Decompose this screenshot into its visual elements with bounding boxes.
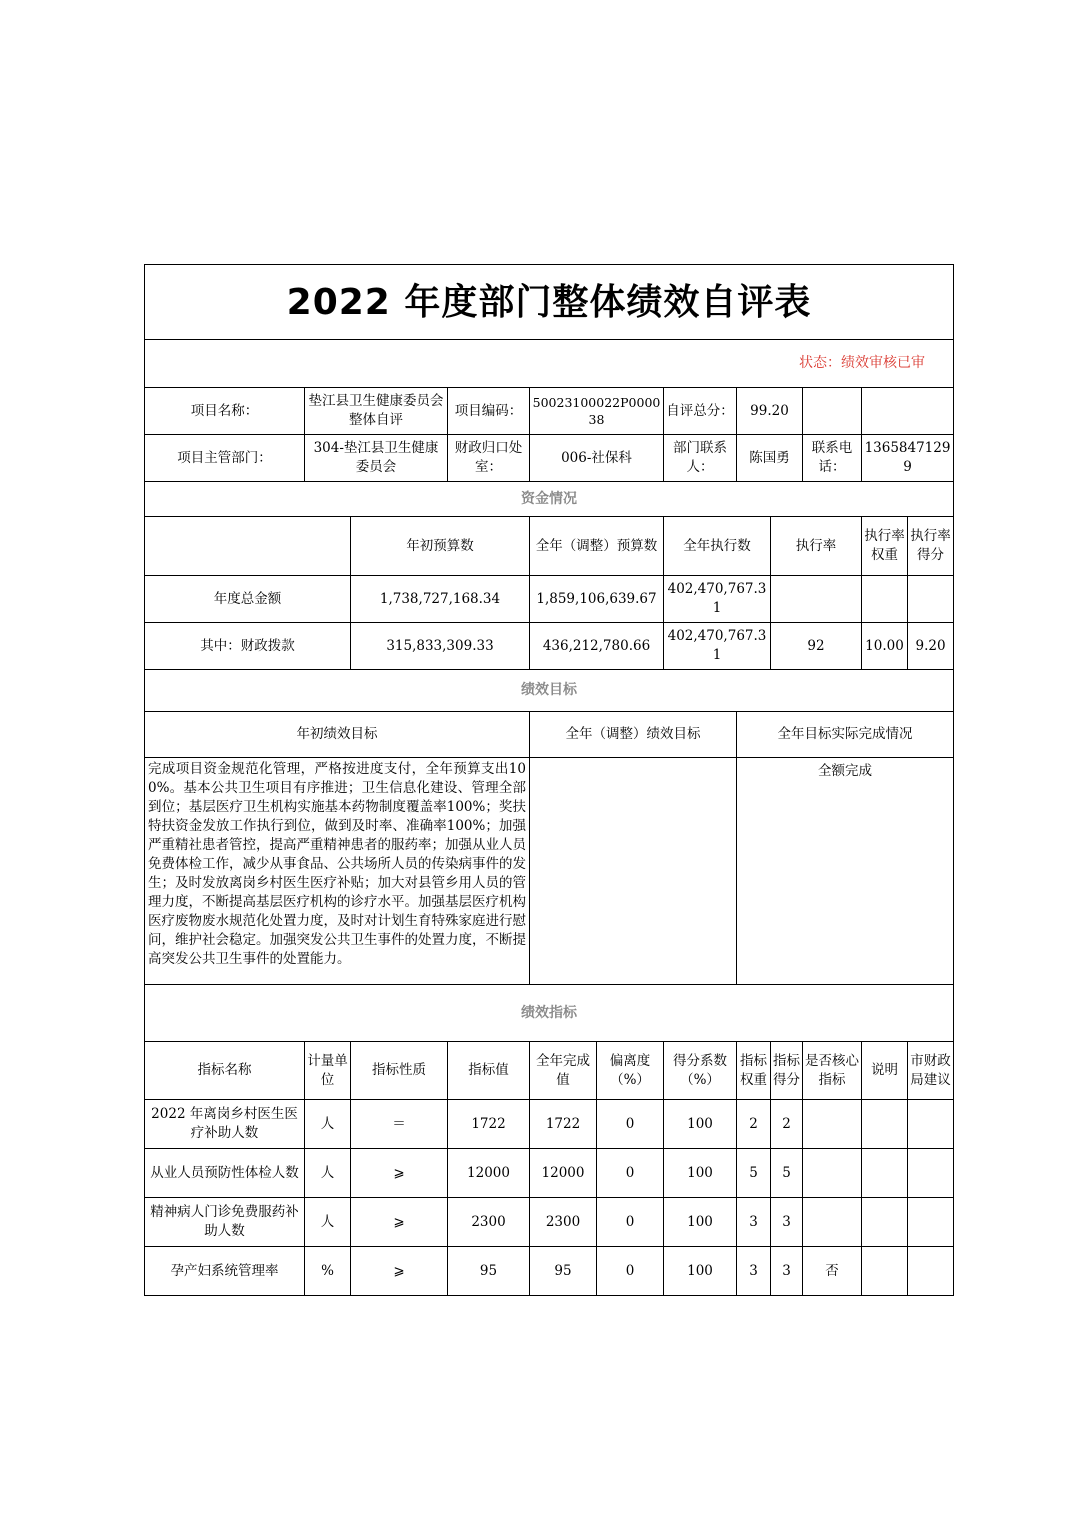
evaluation-table xyxy=(144,264,954,1296)
funds-row-label: 年度总金额 xyxy=(145,576,351,623)
indicator-score: 3 xyxy=(771,1198,803,1247)
indicator-name: 从业人员预防性体检人数 xyxy=(145,1149,305,1198)
blank-cell xyxy=(145,517,351,576)
funds-weight xyxy=(862,576,908,623)
funds-initial: 1,738,727,168.34 xyxy=(351,576,530,623)
funds-adjusted: 1,859,106,639.67 xyxy=(530,576,664,623)
funds-header-executed: 全年执行数 xyxy=(664,517,771,576)
indicator-actual: 1722 xyxy=(530,1100,597,1149)
indicator-actual: 2300 xyxy=(530,1198,597,1247)
funds-score: 9.20 xyxy=(908,623,954,670)
page-title: 2022 年度部门整体绩效自评表 xyxy=(145,265,954,340)
project-name-value: 垫江县卫生健康委员会整体自评 xyxy=(305,388,448,435)
funds-header-initial: 年初预算数 xyxy=(351,517,530,576)
indicator-target: 12000 xyxy=(448,1149,530,1198)
funds-header-score: 执行率得分 xyxy=(908,517,954,576)
indicator-advice xyxy=(908,1149,954,1198)
funds-row-label: 其中：财政拨款 xyxy=(145,623,351,670)
funds-section-title: 资金情况 xyxy=(145,482,954,517)
funds-initial: 315,833,309.33 xyxy=(351,623,530,670)
funds-header-row xyxy=(145,517,954,576)
performance-form xyxy=(144,264,953,1296)
info-row-2 xyxy=(145,435,954,482)
table-row xyxy=(145,1247,954,1296)
indicator-name: 精神病人门诊免费服药补助人数 xyxy=(145,1198,305,1247)
indicator-note xyxy=(862,1247,908,1296)
indicator-name: 2022 年离岗乡村医生医疗补助人数 xyxy=(145,1100,305,1149)
indicator-advice xyxy=(908,1198,954,1247)
indicator-unit: % xyxy=(305,1247,351,1296)
indicator-core xyxy=(803,1100,862,1149)
project-code-label: 项目编码： xyxy=(448,388,530,435)
goals-header-adjusted: 全年（调整）绩效目标 xyxy=(530,712,737,758)
header-actual: 全年完成值 xyxy=(530,1042,597,1100)
indicator-nature: ⩾ xyxy=(351,1247,448,1296)
funds-section-row xyxy=(145,482,954,517)
indicator-core: 否 xyxy=(803,1247,862,1296)
funds-rate: 92 xyxy=(771,623,862,670)
header-score: 指标得分 xyxy=(771,1042,803,1100)
funds-header-rate: 执行率 xyxy=(771,517,862,576)
funds-executed: 402,470,767.31 xyxy=(664,576,771,623)
table-row xyxy=(145,1100,954,1149)
goals-header-initial: 年初绩效目标 xyxy=(145,712,530,758)
funds-row-total xyxy=(145,576,954,623)
table-row xyxy=(145,1149,954,1198)
finance-label: 财政归口处室： xyxy=(448,435,530,482)
indicator-note xyxy=(862,1100,908,1149)
header-weight: 指标权重 xyxy=(737,1042,771,1100)
indicator-note xyxy=(862,1198,908,1247)
indicator-target: 95 xyxy=(448,1247,530,1296)
indicator-deviation: 0 xyxy=(597,1198,664,1247)
finance-value: 006-社保科 xyxy=(530,435,664,482)
initial-goal-text: 完成项目资金规范化管理，严格按进度支付，全年预算支出100%。基本公共卫生项目有序推进；卫生信息化建设、管理全部到位；基层医疗卫生机构实施基本药物制度覆盖率100%；奖扶特扶资金发放工作执行到位，做到及时率、准确率100%；加强严重精社患者管控，提高严重精神患者的服药率；加强从业人员免费体检工作，减少从事食品、公共场所人员的传染病事件的发生；及时发放离岗乡村医生医疗补贴；加大对县管乡用人员的管理力度，不断提高基层医疗机构的诊疗水平。加强基层医疗机构医疗废物废水规范化处置力度，及时对计划生育特殊家庭进行慰问，维护社会稳定。加强突发公共卫生事件的处置力度，不断提高突发公共卫生事件的处置能力。 xyxy=(145,758,530,985)
header-note: 说明 xyxy=(862,1042,908,1100)
project-code-value: 50023100022P000038 xyxy=(530,388,664,435)
header-nature: 指标性质 xyxy=(351,1042,448,1100)
self-score-value: 99.20 xyxy=(737,388,803,435)
goals-section-title: 绩效目标 xyxy=(145,670,954,712)
actual-completion-text: 全额完成 xyxy=(737,758,954,985)
blank-cell xyxy=(803,388,862,435)
table-row xyxy=(145,1198,954,1247)
header-core: 是否核心指标 xyxy=(803,1042,862,1100)
indicator-weight: 5 xyxy=(737,1149,771,1198)
header-advice: 市财政局建议 xyxy=(908,1042,954,1100)
indicator-score: 5 xyxy=(771,1149,803,1198)
funds-executed: 402,470,767.31 xyxy=(664,623,771,670)
indicator-coefficient: 100 xyxy=(664,1247,737,1296)
indicator-unit: 人 xyxy=(305,1149,351,1198)
indicator-deviation: 0 xyxy=(597,1100,664,1149)
indicator-nature: ⩾ xyxy=(351,1198,448,1247)
phone-label: 联系电话： xyxy=(803,435,862,482)
header-deviation: 偏离度（%） xyxy=(597,1042,664,1100)
info-row-1 xyxy=(145,388,954,435)
indicator-target: 2300 xyxy=(448,1198,530,1247)
indicator-name: 孕产妇系统管理率 xyxy=(145,1247,305,1296)
indicator-deviation: 0 xyxy=(597,1247,664,1296)
header-target: 指标值 xyxy=(448,1042,530,1100)
funds-header-weight: 执行率权重 xyxy=(862,517,908,576)
indicator-deviation: 0 xyxy=(597,1149,664,1198)
dept-value: 304-垫江县卫生健康委员会 xyxy=(305,435,448,482)
indicator-core xyxy=(803,1149,862,1198)
indicator-unit: 人 xyxy=(305,1100,351,1149)
indicator-note xyxy=(862,1149,908,1198)
indicator-actual: 95 xyxy=(530,1247,597,1296)
indicator-coefficient: 100 xyxy=(664,1100,737,1149)
indicator-weight: 2 xyxy=(737,1100,771,1149)
goals-header-row xyxy=(145,712,954,758)
phone-value: 13658471299 xyxy=(862,435,954,482)
status-text: 状态：绩效审核已审 xyxy=(145,340,954,388)
indicator-target: 1722 xyxy=(448,1100,530,1149)
indicator-unit: 人 xyxy=(305,1198,351,1247)
funds-adjusted: 436,212,780.66 xyxy=(530,623,664,670)
indicator-score: 2 xyxy=(771,1100,803,1149)
indicator-core xyxy=(803,1198,862,1247)
contact-value: 陈国勇 xyxy=(737,435,803,482)
indicator-score: 3 xyxy=(771,1247,803,1296)
header-coefficient: 得分系数（%） xyxy=(664,1042,737,1100)
indicators-section-row xyxy=(145,985,954,1042)
self-score-label: 自评总分： xyxy=(664,388,737,435)
indicators-section-title: 绩效指标 xyxy=(145,985,954,1042)
project-name-label: 项目名称： xyxy=(145,388,305,435)
indicator-advice xyxy=(908,1247,954,1296)
funds-score xyxy=(908,576,954,623)
header-indicator-name: 指标名称 xyxy=(145,1042,305,1100)
funds-weight: 10.00 xyxy=(862,623,908,670)
blank-cell xyxy=(862,388,954,435)
status-row xyxy=(145,340,954,388)
indicator-weight: 3 xyxy=(737,1247,771,1296)
indicator-nature: ＝ xyxy=(351,1100,448,1149)
header-unit: 计量单位 xyxy=(305,1042,351,1100)
indicator-weight: 3 xyxy=(737,1198,771,1247)
adjusted-goal-text xyxy=(530,758,737,985)
indicators-header-row xyxy=(145,1042,954,1100)
goals-section-row xyxy=(145,670,954,712)
funds-rate xyxy=(771,576,862,623)
indicator-coefficient: 100 xyxy=(664,1198,737,1247)
indicator-nature: ⩾ xyxy=(351,1149,448,1198)
funds-row-fiscal xyxy=(145,623,954,670)
goals-header-actual: 全年目标实际完成情况 xyxy=(737,712,954,758)
indicator-actual: 12000 xyxy=(530,1149,597,1198)
indicator-coefficient: 100 xyxy=(664,1149,737,1198)
funds-header-adjusted: 全年（调整）预算数 xyxy=(530,517,664,576)
dept-label: 项目主管部门： xyxy=(145,435,305,482)
title-row xyxy=(145,265,954,340)
contact-label: 部门联系人： xyxy=(664,435,737,482)
goals-content-row xyxy=(145,758,954,985)
indicator-advice xyxy=(908,1100,954,1149)
